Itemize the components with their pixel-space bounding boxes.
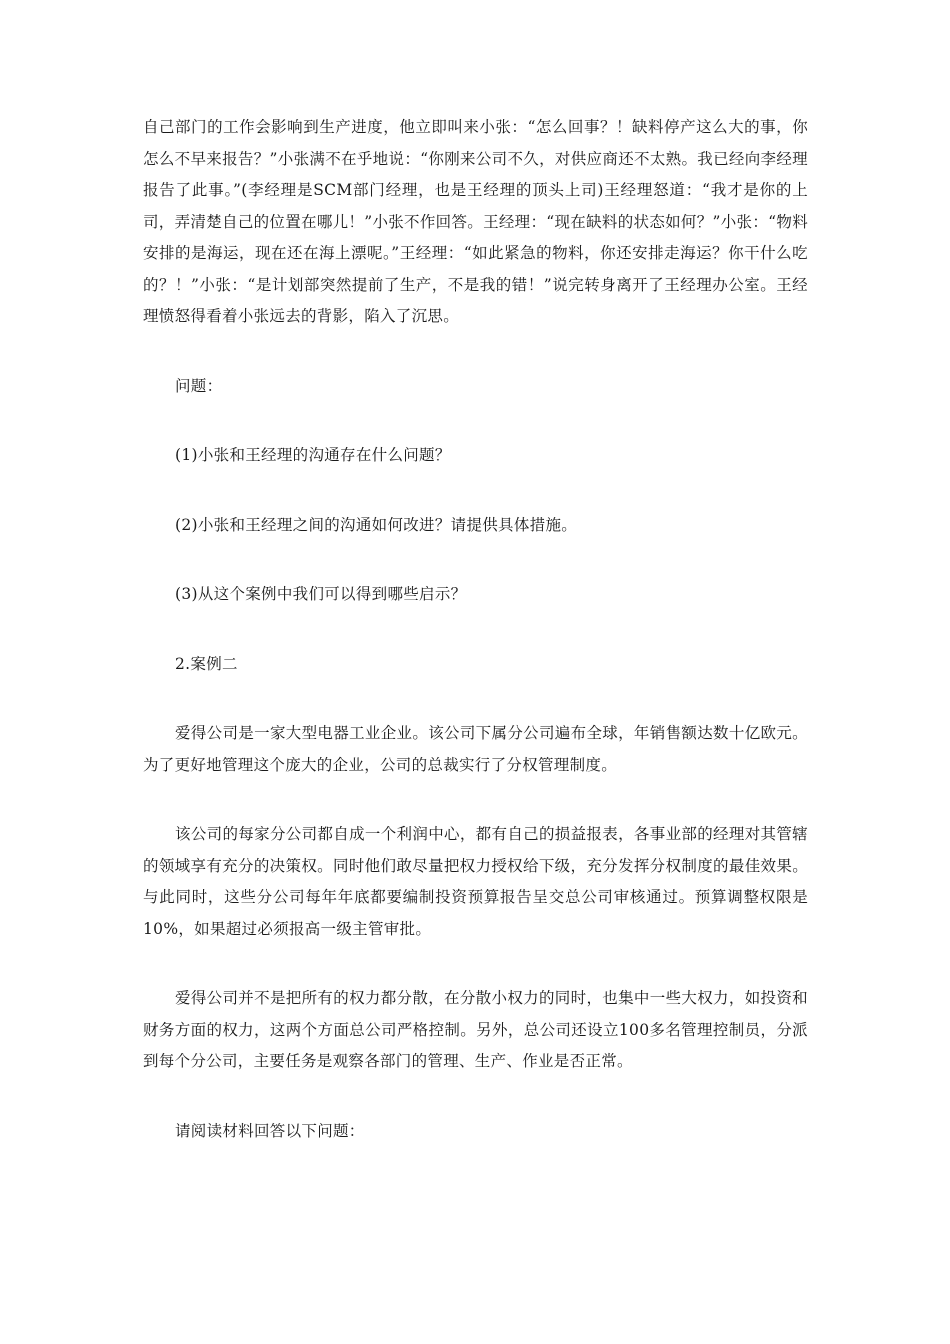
paragraph-centralized-power: 爱得公司并不是把所有的权力都分散，在分散小权力的同时，也集中一些大权力，如投资和财务方面的权力，这两个方面总公司严格控制。另外，总公司还设立100多名管理控制员，分派到每个分公司，主要任务是观察各部门的管理、生产、作业是否正常。 (143, 989, 808, 1070)
question-2: (2)小张和王经理之间的沟通如何改进？请提供具体措施。 (175, 515, 578, 534)
question-1: (1)小张和王经理的沟通存在什么问题？ (175, 446, 451, 464)
question-3: (3)从这个案例中我们可以得到哪些启示？ (175, 585, 467, 603)
paragraph-company-intro: 爱得公司是一家大型电器工业企业。该公司下属分公司遍布全球，年销售额达数十亿欧元。为了更好地管理这个庞大的企业，公司的总裁实行了分权管理制度。 (143, 724, 808, 774)
paragraph-profit-centers: 该公司的每家分公司都自成一个利润中心，都有自己的损益报表，各事业部的经理对其管辖的领域享有充分的决策权。同时他们敢尽量把权力授权给下级，充分发挥分权制度的最佳效果。与此同时，这些分公司每年年底都要编制投资预算报告呈交总公司审核通过。预算调整权限是10%，如果超过必须报高一级主管审批。 (143, 825, 808, 938)
document-body (143, 112, 808, 1147)
reading-prompt: 请阅读材料回答以下问题： (175, 1121, 365, 1140)
paragraph-case-one-continuation: 自己部门的工作会影响到生产进度，他立即叫来小张：“怎么回事？！缺料停产这么大的事，你怎么不早来报告？”小张满不在乎地说：“你刚来公司不久，对供应商还不太熟。我已经向李经理报告了此事。”(李经理是SCM部门经理，也是王经理的顶头上司)王经理怒道：“我才是你的上司，弄清楚自己的位置在哪儿！”小张不作回答。王经理：“现在缺料的状态如何？”小张：“物料安排的是海运，现在还在海上漂呢。”王经理：“如此紧急的物料，你还安排走海运？你干什么吃的？！”小张：“是计划部突然提前了生产，不是我的错！”说完转身离开了王经理办公室。王经理愤怒得看着小张远去的背影，陷入了沉思。 (143, 118, 808, 325)
case-two-heading: 2.案例二 (175, 654, 238, 673)
questions-heading: 问题： (175, 376, 223, 395)
